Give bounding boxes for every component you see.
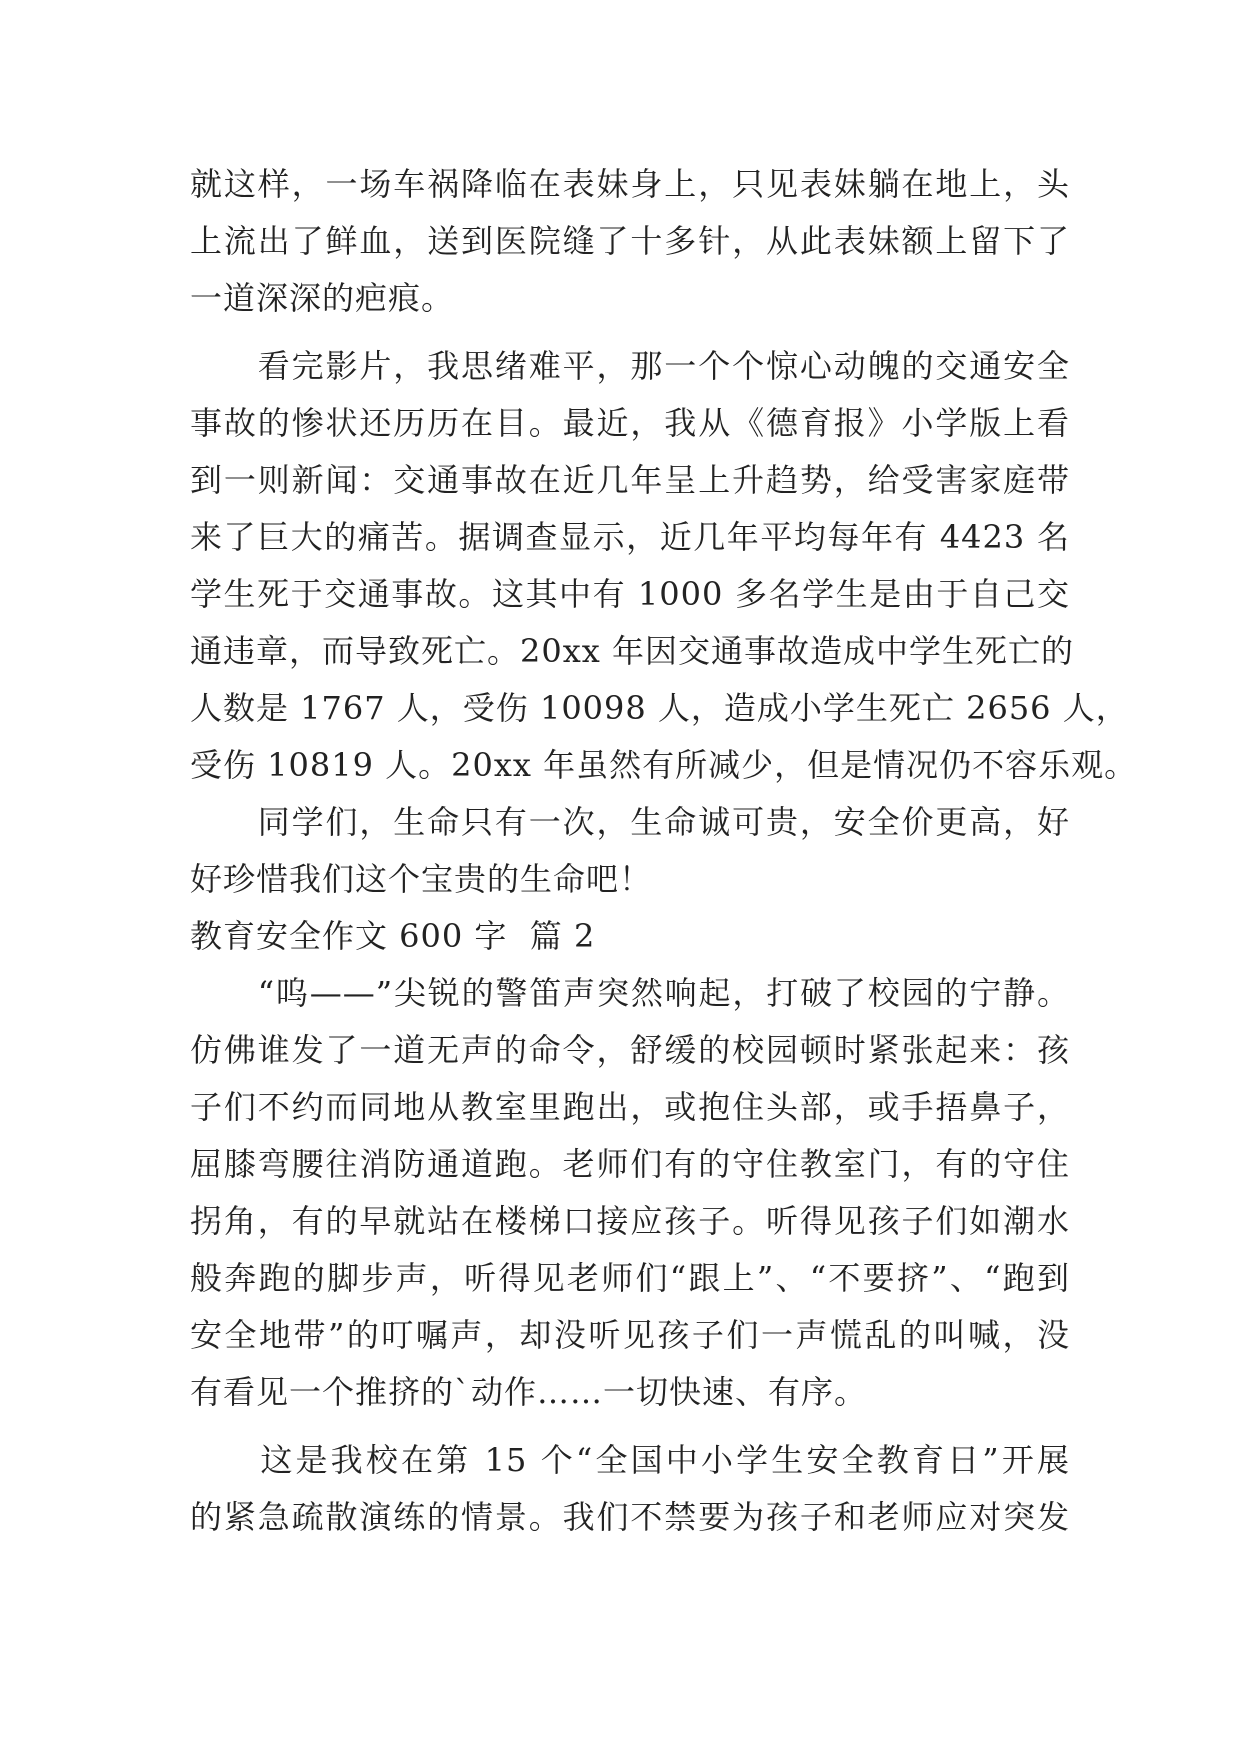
section-heading: 教育安全作文 600 字 篇 2 xyxy=(190,917,596,955)
text-line: 学生死于交通事故。这其中有 1000 多名学生是由于自己交 xyxy=(190,575,1070,613)
text-line: 般奔跑的脚步声，听得见老师们“跟上”、“不要挤”、“跑到 xyxy=(190,1259,1070,1297)
text-line: 安全地带”的叮嘱声，却没听见孩子们一声慌乱的叫喊，没 xyxy=(190,1316,1070,1354)
text-line: 好珍惜我们这个宝贵的生命吧！ xyxy=(190,860,653,898)
text-line: 来了巨大的痛苦。据调查显示，近几年平均每年有 4423 名 xyxy=(190,518,1070,556)
text-line: 这是我校在第 15 个“全国中小学生安全教育日”开展 xyxy=(190,1441,1070,1479)
text-line: 受伤 10819 人。20xx 年虽然有所减少，但是情况仍不容乐观。 xyxy=(190,746,1138,784)
text-line: 屈膝弯腰往消防通道跑。老师们有的守住教室门，有的守住 xyxy=(190,1145,1070,1183)
text-line: 通违章，而导致死亡。20xx 年因交通事故造成中学生死亡的 xyxy=(190,632,1074,670)
text-line: 同学们，生命只有一次，生命诚可贵，安全价更高，好 xyxy=(190,803,1070,841)
text-line: 的紧急疏散演练的情景。我们不禁要为孩子和老师应对突发 xyxy=(190,1498,1070,1536)
text-line: 人数是 1767 人，受伤 10098 人，造成小学生死亡 2656 人， xyxy=(190,689,1129,727)
text-line: 上流出了鲜血，送到医院缝了十多针，从此表妹额上留下了 xyxy=(190,222,1070,260)
text-line: 就这样，一场车祸降临在表妹身上，只见表妹躺在地上，头 xyxy=(190,165,1070,203)
text-line: 子们不约而同地从教室里跑出，或抱住头部，或手捂鼻子， xyxy=(190,1088,1070,1126)
text-line: 拐角，有的早就站在楼梯口接应孩子。听得见孩子们如潮水 xyxy=(190,1202,1070,1240)
text-line: 一道深深的疤痕。 xyxy=(190,279,455,317)
text-line: 有看见一个推挤的`动作……一切快速、有序。 xyxy=(190,1373,868,1411)
text-line: “呜——”尖锐的警笛声突然响起，打破了校园的宁静。 xyxy=(190,974,1070,1012)
text-line: 看完影片，我思绪难平，那一个个惊心动魄的交通安全 xyxy=(190,347,1070,385)
text-line: 到一则新闻：交通事故在近几年呈上升趋势，给受害家庭带 xyxy=(190,461,1070,499)
text-line: 仿佛谁发了一道无声的命令，舒缓的校园顿时紧张起来：孩 xyxy=(190,1031,1070,1069)
text-line: 事故的惨状还历历在目。最近，我从《德育报》小学版上看 xyxy=(190,404,1070,442)
